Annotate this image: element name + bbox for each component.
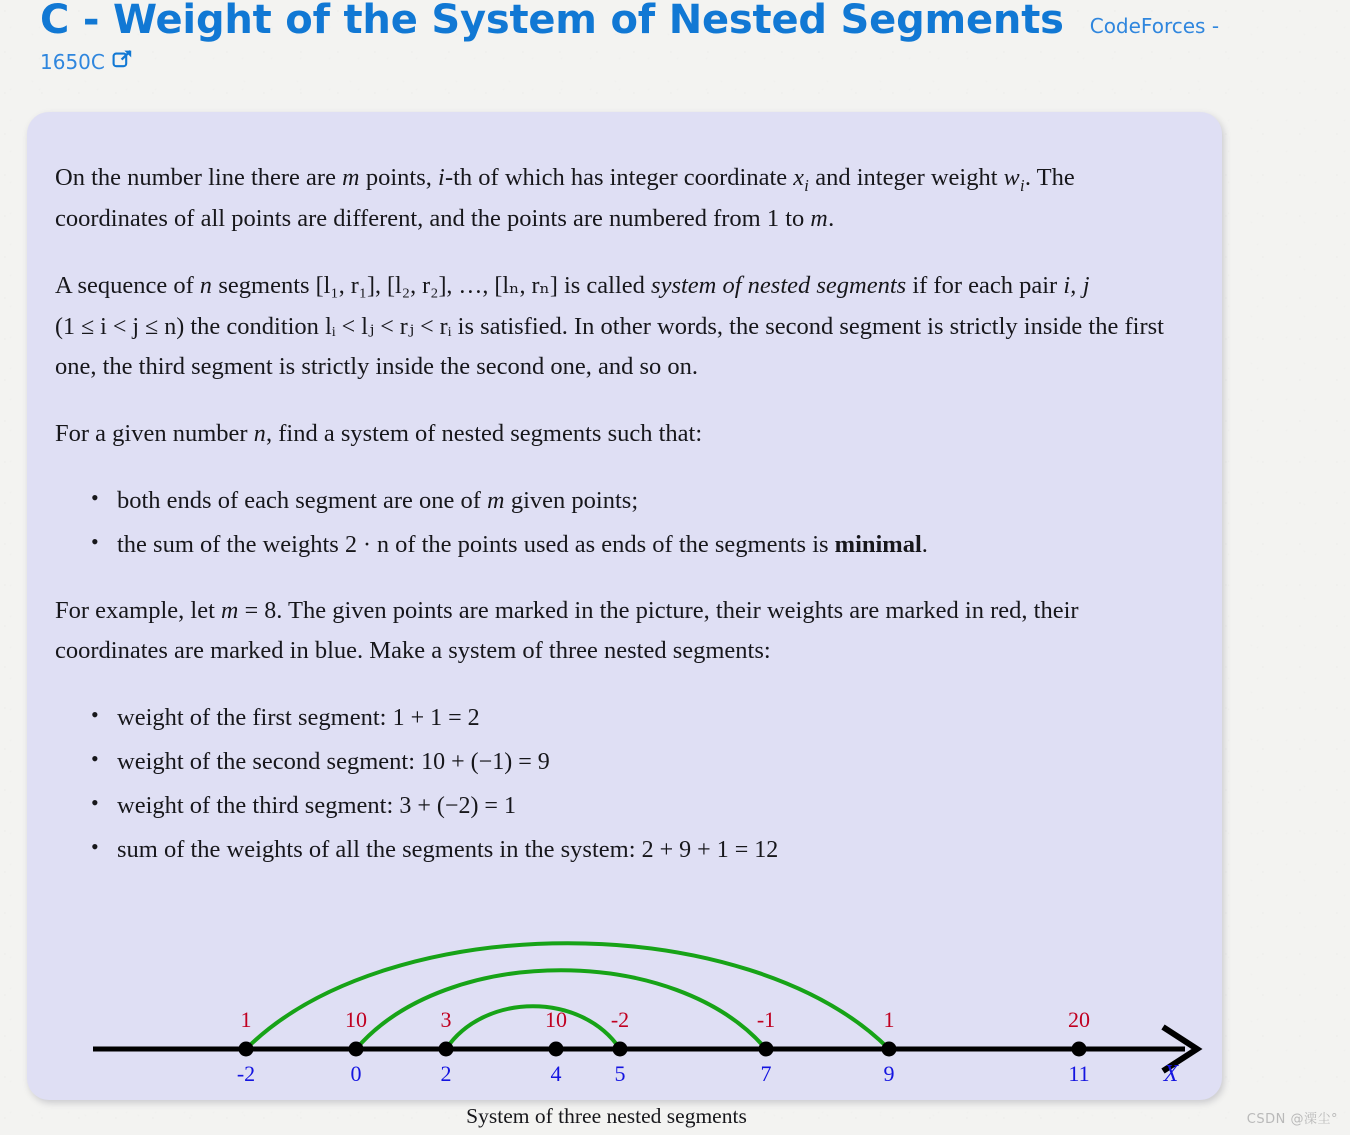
point-coordinate-label: 5 xyxy=(614,1060,626,1086)
math-sub-i: i xyxy=(804,175,810,195)
math-weight-third: 3 + (−2) = 1 xyxy=(399,792,516,819)
paragraph-points-definition xyxy=(55,158,1174,240)
point-weight-label: 1 xyxy=(883,1006,895,1032)
inner-segment xyxy=(446,1006,620,1049)
paragraph-example xyxy=(55,591,1174,672)
paragraph-task xyxy=(55,414,1174,455)
external-link-icon[interactable] xyxy=(112,48,134,74)
figure-caption: System of three nested segments xyxy=(466,1103,747,1128)
source-id: 1650C xyxy=(40,50,105,74)
page-title: C - Weight of the System of Nested Segments xyxy=(40,0,1064,43)
list-item xyxy=(117,481,1174,521)
math-var-n: n xyxy=(253,421,266,448)
text-fragment: . xyxy=(828,204,835,232)
point-weight-label: 1 xyxy=(240,1006,252,1032)
list-item xyxy=(117,698,1174,738)
emphasis-minimal: minimal xyxy=(834,530,922,558)
list-item xyxy=(117,742,1174,782)
text-fragment: both ends of each segment are one of xyxy=(117,486,488,514)
point-marker xyxy=(439,1041,454,1056)
math-var-xi xyxy=(793,165,810,195)
text-fragment: points, xyxy=(359,164,438,191)
text-fragment: For a given number xyxy=(55,420,254,448)
math-weight-total: 2 + 9 + 1 = 12 xyxy=(641,836,779,863)
point-coordinate-label: 0 xyxy=(350,1060,362,1086)
point-coordinate-label: 4 xyxy=(550,1060,562,1086)
text-fragment: A sequence of xyxy=(55,271,200,299)
text-fragment: weight of the second segment: xyxy=(117,747,422,775)
text-fragment: segments xyxy=(212,271,316,299)
list-item xyxy=(117,525,1174,565)
text-fragment: sum of the weights of all the segments in the system: xyxy=(117,835,642,863)
outer-segment xyxy=(246,943,889,1049)
math-x: x xyxy=(793,165,805,191)
number-line-figure xyxy=(55,896,1215,1096)
list-item xyxy=(117,830,1174,870)
point-marker xyxy=(349,1041,364,1056)
text-fragment: the sum of the weights xyxy=(117,530,345,558)
math-expression-2n: 2 · n xyxy=(344,531,389,558)
math-var-n: n xyxy=(199,272,213,299)
text-fragment: weight of the third segment: xyxy=(117,791,400,819)
point-coordinate-label: 2 xyxy=(440,1060,452,1086)
text-fragment: given points; xyxy=(504,486,639,514)
text-fragment: if for each pair xyxy=(906,271,1064,299)
text-fragment: of the points used as ends of the segments is xyxy=(388,530,835,558)
source-label: CodeForces - xyxy=(1089,14,1220,38)
text-fragment: . The coordinates of all points are different, and the points are numbered from 1 to xyxy=(55,164,1075,232)
page-header xyxy=(40,0,1320,76)
watermark: CSDN @溧尘° xyxy=(1246,1112,1338,1127)
text-fragment: is satisfied. In other words, the second segment is strictly inside the first one, the third segment is strictly inside the second one, and so on. xyxy=(55,312,1164,381)
point-marker xyxy=(882,1041,897,1056)
math-var-i: i xyxy=(438,165,445,191)
point-marker xyxy=(549,1041,564,1056)
axis-variable-label: X xyxy=(1163,1060,1179,1087)
text-fragment: weight of the first segment: xyxy=(117,704,393,732)
point-marker xyxy=(759,1041,774,1056)
point-weight-label: 10 xyxy=(545,1006,567,1032)
point-weight-label: 10 xyxy=(345,1006,367,1032)
text-fragment: and integer weight xyxy=(809,164,1004,191)
point-marker xyxy=(239,1041,254,1056)
text-fragment: . xyxy=(921,530,928,558)
point-marker xyxy=(1072,1041,1087,1056)
math-var-m: m xyxy=(342,165,360,191)
point-weight-label: 20 xyxy=(1068,1006,1090,1032)
point-coordinate-label: 11 xyxy=(1068,1060,1090,1086)
point-weight-label: -1 xyxy=(756,1006,776,1032)
math-weight-first: 1 + 1 = 2 xyxy=(392,705,480,732)
math-var-wi xyxy=(1003,165,1025,195)
text-fragment: For example, let xyxy=(55,596,222,624)
point-coordinate-label: 7 xyxy=(760,1060,772,1086)
math-m-equals-8: = 8 xyxy=(238,597,277,624)
math-var-m: m xyxy=(810,205,829,232)
text-fragment: , find a system of nested segments such that: xyxy=(266,420,703,448)
math-var-m: m xyxy=(221,597,239,624)
math-range-condition: (1 ≤ i < j ≤ n) xyxy=(55,313,185,340)
list-item xyxy=(117,786,1174,826)
math-segment-list: [l₁, r₁], [l₂, r₂], …, [lₙ, rₙ] xyxy=(315,272,558,299)
math-var-m: m xyxy=(487,487,505,514)
text-fragment: . The given points are marked in the picture, their weights are marked in red, their coordinates are marked in blue. Make a system of three nested segments: xyxy=(55,596,1079,665)
text-fragment: the condition xyxy=(184,312,326,340)
term-system-of-nested-segments: system of nested segments xyxy=(651,271,907,299)
paragraph-nested-definition xyxy=(55,266,1174,388)
conditions-list xyxy=(55,481,1174,565)
title-line xyxy=(40,0,1320,43)
point-coordinate-label: 9 xyxy=(883,1060,895,1086)
math-nesting-condition: lᵢ < lⱼ < rⱼ < rᵢ xyxy=(325,313,452,340)
number-line-svg xyxy=(55,896,1215,1096)
point-weight-label: 3 xyxy=(440,1006,452,1032)
math-weight-second: 10 + (−1) = 9 xyxy=(421,748,550,775)
math-vars-ij: i, j xyxy=(1063,272,1090,299)
text-fragment: On the number line there are xyxy=(55,164,343,191)
point-coordinate-label: -2 xyxy=(236,1060,256,1086)
point-weight-label: -2 xyxy=(610,1006,630,1032)
math-w: w xyxy=(1003,165,1020,191)
source-link-row[interactable] xyxy=(40,48,1320,76)
text-fragment: -th of which has integer coordinate xyxy=(444,164,794,191)
point-marker xyxy=(613,1041,628,1056)
problem-statement xyxy=(27,112,1222,1129)
problem-card xyxy=(27,112,1222,1128)
example-weights-list xyxy=(55,698,1174,870)
text-fragment: is called xyxy=(557,271,652,299)
math-sub-i: i xyxy=(1019,175,1025,195)
